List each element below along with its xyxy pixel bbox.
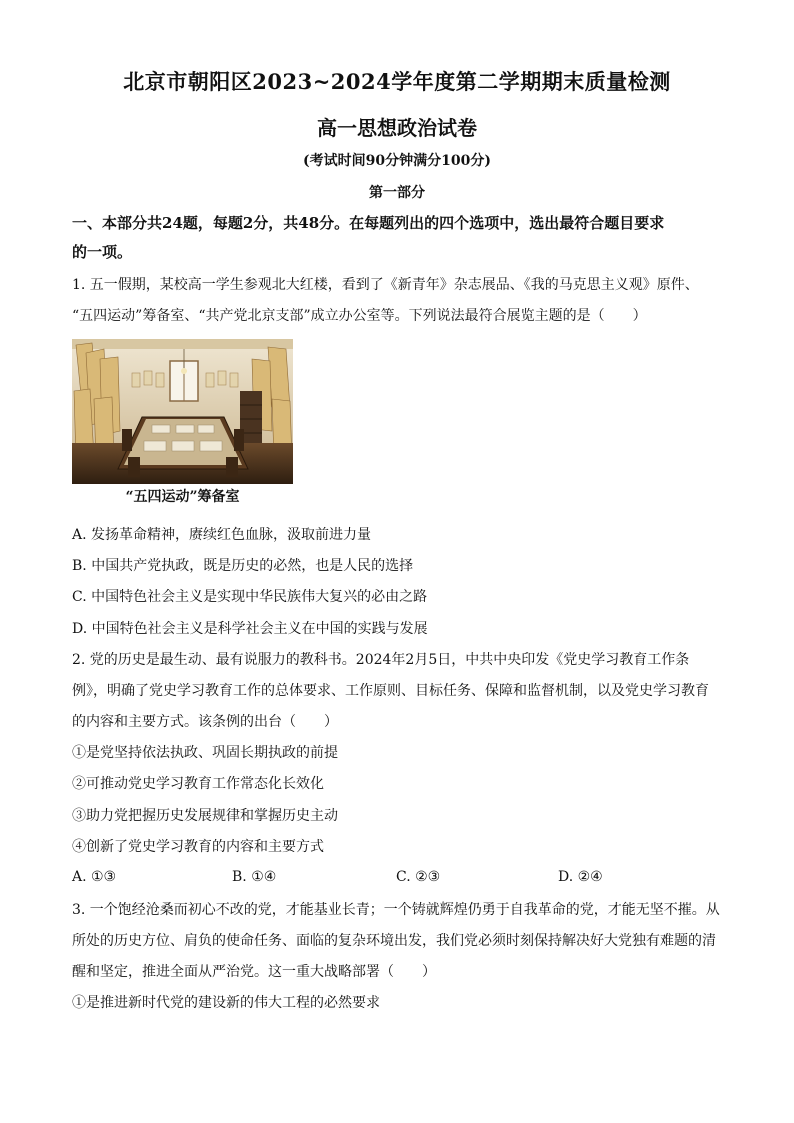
q2-choice-a: A. ①③ [72,869,117,885]
section-instructions [72,209,724,267]
q1-stem-line-1: 1. 五一假期，某校高一学生参观北大红楼，看到了《新青年》杂志展品、《我的马克思主义观》原件、 [72,277,699,293]
q3-statement-1: ①是推进新时代党的建设新的伟大工程的必然要求 [72,995,380,1011]
q2-statement-1: ①是党坚持依法执政、巩固长期执政的前提 [72,745,338,761]
q2-statement-3: ③助力党把握历史发展规律和掌握历史主动 [72,808,338,824]
q2-choice-c: C. ②③ [396,869,441,885]
exam-info: (考试时间90分钟满分100分) [303,153,491,169]
q2-choices [72,869,724,889]
q2-stem-line-3: 的内容和主要方式。该条例的出台（ ） [72,714,338,730]
q1-option-d: D. 中国特色社会主义是科学社会主义在中国的实践与发展 [72,621,428,637]
part-title: 第一部分 [369,185,425,201]
q1-option-b: B. 中国共产党执政，既是历史的必然，也是人民的选择 [72,558,414,574]
exam-subtitle: 高一思想政治试卷 [317,116,477,140]
q2-stem-line-1: 2. 党的历史是最生动、最有说服力的教科书。2024年2月5日，中共中央印发《党史学习教育工作条 [72,652,690,668]
q2-choice-b: B. ①④ [232,869,277,885]
q3-stem-line-1: 3. 一个饱经沧桑而初心不改的党，才能基业长青；一个铸就辉煌仍勇于自我革命的党，才能无坚不摧。从 [72,902,720,918]
q1-option-a: A. 发扬革命精神，赓续红色血脉，汲取前进力量 [72,527,372,543]
section-line-2: 的一项。 [72,243,133,261]
q2-statement-4: ④创新了党史学习教育的内容和主要方式 [72,839,324,855]
q2-stem-line-2: 例》，明确了党史学习教育工作的总体要求、工作原则、目标任务、保障和监督机制，以及党史学习教育 [72,683,709,699]
q3-stem-line-3: 醒和坚定，推进全面从严治党。这一重大战略部署（ ） [72,964,436,980]
q2-choice-d: D. ②④ [558,869,603,885]
q1-stem-line-2: “五四运动”筹备室、“共产党北京支部”成立办公室等。下列说法最符合展览主题的是（ ） [72,308,647,324]
q1-option-c: C. 中国特色社会主义是实现中华民族伟大复兴的必由之路 [72,589,428,605]
photo-caption: “五四运动”筹备室 [125,489,240,505]
exam-title: 北京市朝阳区2023~2024学年度第二学期期末质量检测 [123,69,671,94]
exhibition-photo [72,339,293,484]
section-line-1: 一、本部分共24题，每题2分，共48分。在每题列出的四个选项中，选出最符合题目要求 [72,214,665,232]
q3-stem-line-2: 所处的历史方位、肩负的使命任务、面临的复杂环境出发，我们党必须时刻保持解决好大党独有难题的清 [72,933,716,949]
q2-statement-2: ②可推动党史学习教育工作常态化长效化 [72,776,324,792]
exhibition-room-image [72,339,293,484]
